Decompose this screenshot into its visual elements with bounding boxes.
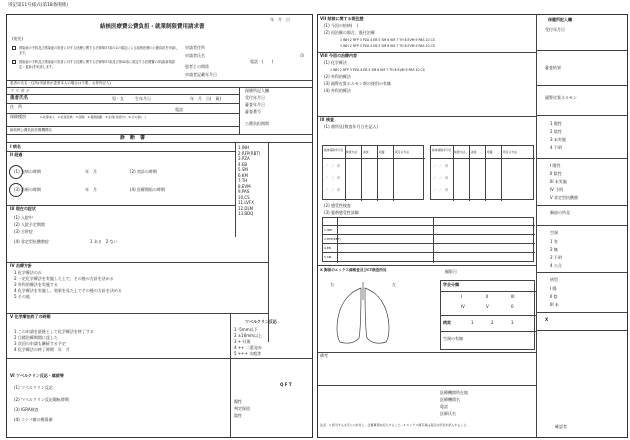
check-date-label: 審査年月日 [245, 102, 265, 107]
rm-mark: X [545, 317, 549, 322]
hospital-tel: 電話 [440, 404, 448, 409]
tuberculin-3: 3 + 紅斑 [234, 339, 251, 344]
xray-date-label: 撮影日 [445, 269, 457, 274]
sec3-item-4: (4) 非定型抗酸菌症 [14, 239, 49, 244]
sec5-item-1: 1 この申請を最後として化学療法を終了する [14, 329, 94, 334]
sec5-item-3: 3 次回の申請も継続する予定 [14, 341, 66, 346]
address-label: 住 所 [10, 104, 22, 109]
rm-check: 確認者 [555, 424, 567, 429]
receipt-label: 受付年月日 [245, 95, 265, 100]
qft-negative: 陰性 [234, 413, 242, 418]
sec4-item-2: 2 一定化学療法を実施した上で、その後の方針を決める [14, 276, 114, 281]
sec3-item-3: (3) 合併症 [14, 229, 33, 234]
section-1: I 病名 [10, 144, 21, 149]
sec8-item-1: (1) 化学療法 [324, 60, 347, 65]
tuberculin-1: 1 -5mm以下 [234, 327, 258, 332]
right-margin-item-0: 受付年月日 [545, 27, 565, 32]
drugs-row-2: 1 INH 2 RFP 3 PZA 4 EB 5 SM 6 KM 7 TH 8 EVM 9 PAS 10 CS [340, 44, 435, 48]
sign-applicant: 申請者住所 [185, 45, 205, 50]
patient-name-label: 患者氏名 [10, 96, 28, 101]
furigana-label: フ リ ガ ナ [10, 88, 30, 93]
xray-right-label: 右 [330, 282, 334, 287]
sec3-note: 1 ある 2 ない [90, 239, 118, 244]
sec6-item-3: (3) IGRA検査 [14, 407, 39, 412]
rm-chest: 胸部の所見 [550, 210, 570, 215]
insurance-options: 1.社保本人 2.社保家族 3.国保 4.後期高齢 5.生保(受給中) 6.その他( ) [40, 115, 146, 119]
option1-checkbox[interactable] [12, 46, 16, 50]
sec6-item-4: (4) コンパ値の換算値 [14, 417, 53, 422]
sex-label: 男・女 [112, 96, 124, 101]
footer-note: 注意 1 該当する文字に○を付し、必要事項を記入すること。2 エックス線写真は直近の所見を記入すること。 [320, 423, 470, 427]
drugs-row-3: 1 INH 2 RFP 3 PZA 4 EB 5 SM 6 KM 7 TH 8 EVM 9 PAS 10 CS [330, 68, 425, 72]
sec3-item-1: (1) 入院中 [14, 215, 33, 220]
sputum-table-right: 検体採取年月日 検査方法 塗抹 培養 同定の方法 ／ ／ 号 ／ ／ 号 ／ ／ 号 [430, 145, 534, 200]
sec8-item-2: (2) 外科的療法 [324, 74, 351, 79]
item-4: (4) 医療開始の時期 [130, 187, 165, 192]
item-3: (3) 診断の時期 [14, 187, 41, 192]
drug-list: 1.INH 2.RFP(RBT) 3.PZA 4.EB 5.SM 6.KM 7.TH 8.EVM 9.PAS 10.CS 11.LVFX 12.DLM 13.BDQ [238, 145, 261, 216]
rm-unk: 4 不明 [550, 145, 562, 150]
sensitivity-table: 1.INH 2.RFP(RBT) 4.EB 5.SM [322, 217, 534, 262]
sec4-item-4: 4 化学療法を実施し、効果を見た上でその後の方針を決める [14, 288, 122, 293]
qft-positive: 陽性 [234, 399, 242, 404]
sec8-item-3: (3) 副腎皮質ホルモン剤の使用の有無 [324, 81, 391, 86]
sign-relation: 患者との関係 [185, 64, 209, 69]
tuberculin-title: ツベルクリン反応 [245, 319, 277, 324]
qft-pending: 判定保留 [234, 406, 250, 411]
section-7: VII 結核に関する既往歴 [320, 16, 364, 21]
page-title: 結核医療費公費負担・就業制限費用請求書 [100, 24, 205, 30]
rm-na: 3 未実施 [550, 137, 566, 142]
drugs-row-1: 1 INH 2 RFP 3 PZA 4 EB 5 SM 6 KM 7 TH 8 EVM 9 PAS 10 CS [340, 38, 435, 42]
item-1: (1) 発病の時期 [14, 169, 41, 174]
remarks-label: 備考 [320, 353, 328, 358]
sec4-item-1: 1 化学療法のみ [14, 270, 42, 275]
classification-grid: 学会分類 I II III IV V 0 病変 1 2 3 空洞の有無 [440, 280, 535, 350]
rm-type2: II 陰 [550, 294, 558, 299]
section-3: III 現在の症状 [10, 206, 36, 211]
option1-text: 感染症の予防及び感染症の患者に対する医療に関する法律第37条の2の規定による結核医療の公費負担を申請します。 [19, 46, 179, 55]
rm-cavity: 空洞 [550, 230, 558, 235]
right-margin-title: 保健所記入欄 [548, 17, 572, 22]
sec6-item-2: (2) ツベルクリン反応陽転時期 [14, 397, 69, 402]
rm-type1: I 陽 [550, 286, 557, 291]
qft-label: Q F T [280, 382, 292, 387]
rm-cav3: 3 不明 [550, 255, 562, 260]
tuberculin-2: 2 ±10mm以上 [234, 333, 263, 338]
section-5: V 化学療法終了の時期 [10, 314, 51, 319]
item-3-date: 年 月 [85, 187, 97, 192]
period-label: 公費負担期間 [245, 121, 269, 126]
tuberculin-4: 4 ++ 二重発赤 [234, 345, 262, 350]
rm-type3: III 未 [550, 302, 559, 307]
rm-pos: 1 陽性 [550, 121, 562, 126]
seal-label: 印 [300, 53, 304, 58]
rm-cav2: 2 無 [550, 247, 558, 252]
sputum-table-left: 検体採取年月日 検査方法 塗抹 培養 同定の方法 ／ ／ 号 ／ ／ 号 ／ ／ 号 [322, 145, 424, 200]
hospital-label: 新結核公費負担医療機関名 [10, 128, 52, 132]
section-8: VIII 今回の治療内容 [320, 53, 357, 58]
diagnosis-title: 診 断 書 [120, 135, 146, 141]
sec7-item-2: (2) 再治療の場合、既往治療 [324, 30, 375, 35]
hospital-name: 医療機関名 [440, 397, 460, 402]
rm-unk2: IV 不明 [550, 187, 564, 192]
sec3-item-2: (2) 入院予定期間 [14, 222, 45, 227]
sign-name: 申請者氏名 [185, 53, 205, 58]
sec4-item-3: 3 外科的療法を実施する [14, 282, 58, 287]
lung-diagram [328, 280, 398, 350]
hospital-address: 医療機関所在地 [440, 390, 468, 395]
health-center-label: 保健所記入欄 [245, 88, 269, 93]
sec6-item-1: (1) ツベルクリン反応 [14, 385, 53, 390]
age-label: 年 月 日( 歳) [190, 96, 222, 101]
date-label: 年 月 日 [270, 17, 290, 22]
right-margin-item-8: 副腎皮質ホルモン [545, 95, 577, 100]
sec5-item-2: 2 目標治療期間に達した [14, 335, 58, 340]
insurance-label: 保険種別 [10, 114, 26, 119]
section-2: II 経過 [10, 152, 23, 157]
section-9: IX 検査 [320, 117, 334, 122]
rm-pos2: I 陽性 [550, 163, 561, 168]
sec9-item-3: (3) 薬剤感受性試験 [324, 210, 359, 215]
rm-neg2: II 陰性 [550, 171, 562, 176]
sec5-item-4: 4 化学療法の終了時期 年 月 [14, 347, 70, 352]
sec4-item-5: 5 その他 [14, 294, 30, 299]
sec7-item-1: (1) 今回の結核( ) [324, 23, 359, 28]
birth-label: 生年月日 [135, 96, 151, 101]
section-6: VI ツベルクリン反応・喀痰等 [10, 373, 64, 378]
tuberculin-5: 5 +++ 水疱等 [234, 351, 262, 356]
rm-atyp: V 非定型抗酸菌 [550, 195, 579, 200]
item-1-date: 年 月 [85, 169, 97, 174]
option2-text: 感染症の予防及び感染症の患者に対する医療に関する法律第37条及び第42条に規定する医療費の申請(新規認定・更新)を申請します。 [19, 60, 175, 69]
item-2: (2) 初診の時期 [130, 169, 157, 174]
sec8-item-4: (4) 外科的療法 [324, 88, 351, 93]
sec9-item-1: (1) 菌所見(検査年月日を記入) [324, 124, 379, 129]
right-margin-item-1: 審査結果 [545, 65, 561, 70]
rm-type: 病型 [550, 277, 558, 282]
sec9-item-2: (2) 感受性検査 [324, 203, 351, 208]
doc-no-label: 審査番号 [245, 109, 261, 114]
destination: (宛先) [12, 36, 24, 41]
tel-label: 電話 ( ) [250, 59, 274, 64]
patient-tel: 電話 [175, 107, 183, 112]
option2-checkbox[interactable] [12, 60, 16, 64]
rm-neg: 2 陰性 [550, 129, 562, 134]
section-10: X 胸部のエックス線検査及びCT検査所見 [320, 268, 387, 272]
rm-cav1: 1 有 [550, 239, 558, 244]
patient-section: 患者の氏名・住所(申請者が患者本人の場合は不要、太枠内記入) [10, 81, 111, 85]
rm-na2: III 未実施 [550, 179, 567, 184]
sign-date: 申請者記載年月日 [185, 72, 217, 77]
doctor-signature: 医師氏名 [440, 411, 456, 416]
rm-cav4: 4 公合 [550, 263, 562, 268]
xray-left-label: 左 [392, 282, 396, 287]
form-id: 別記第11号様式(第18条関係) [8, 3, 68, 8]
section-4: IV 治療方針 [10, 263, 32, 268]
